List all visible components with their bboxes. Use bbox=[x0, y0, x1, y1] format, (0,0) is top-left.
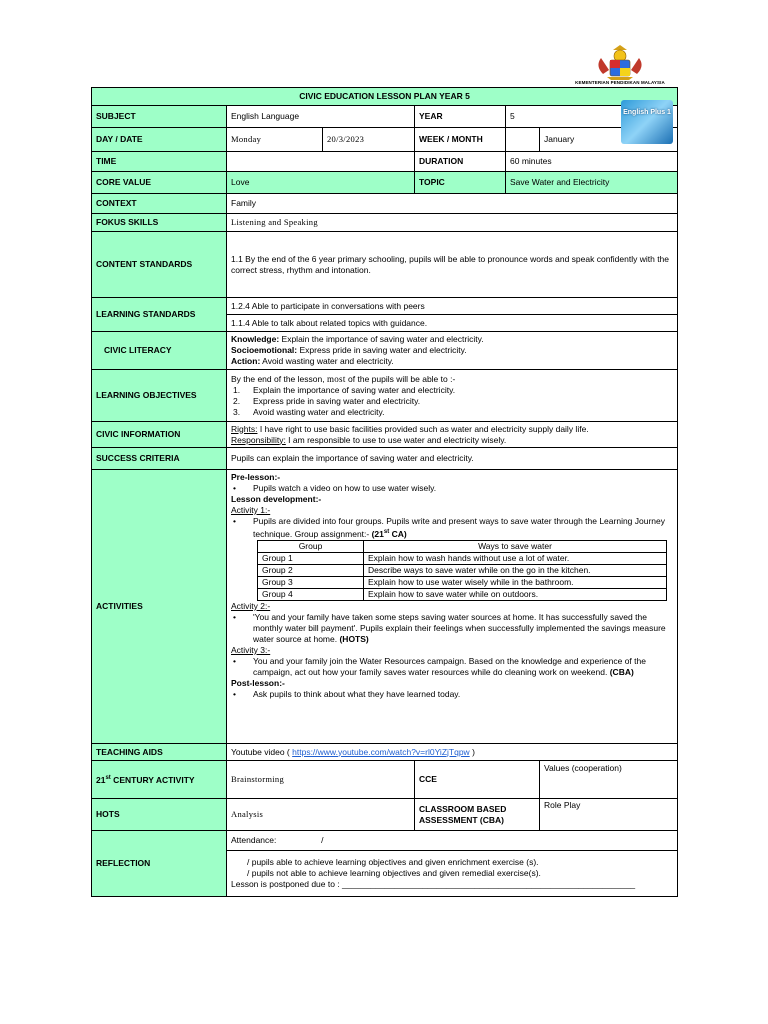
group-ways-table: Group Ways to save water Group 1 Explain how to wash hands without use a lot of water. Group 2 Describe ways to save water while on the go in the kitchen. Group 3 Explain how to use water wisely while in the bathroom. Group 4 Explain how to save water while on outdoors. bbox=[257, 540, 667, 601]
duration-value: 60 minutes bbox=[506, 152, 678, 172]
month-value: January bbox=[544, 134, 575, 144]
learning-objectives-value: By the end of the lesson, most of the pupils will be able to :- 1. Explain the importance of saving water and electricity. 2. Express pride in saving water and electricity. 3. Avoid wasting water and electricity. bbox=[227, 370, 678, 422]
content-standards-label: CONTENT STANDARDS bbox=[92, 232, 227, 298]
table-row: Group 4 Explain how to save water while on outdoors. bbox=[258, 588, 667, 600]
lesson-plan-table bbox=[91, 87, 678, 897]
cce-label: CCE bbox=[415, 761, 540, 799]
teaching-aids-value: Youtube video ( https://www.youtube.com/watch?v=rl0YiZjTqpw ) bbox=[227, 744, 678, 761]
duration-label: DURATION bbox=[415, 152, 506, 172]
teaching-aids-label: TEACHING AIDS bbox=[92, 744, 227, 761]
reflection-value: / pupils able to achieve learning objectives and given enrichment exercise (s). / pupils not able to achieve learning objectives and given remedial exercise(s). Lesson is postponed due to : ______________________________________________________________ bbox=[227, 851, 678, 897]
civic-information-label: CIVIC INFORMATION bbox=[92, 422, 227, 448]
reflection-label: REFLECTION bbox=[92, 831, 227, 897]
attendance-row: Attendance: / bbox=[227, 831, 678, 851]
activities-value: Pre-lesson:- • Pupils watch a video on how to use water wisely. Lesson development:- Activity 1:- • Pupils are divided into four groups. Pupils write and present ways to save water through the Learning Journey technique. Group assignment:- (21st CA) Group Ways to save water Group 1 Explain how to wash hands without use a lot of water. Group 2 Describe ways to save water while on the go in the kitchen. Group 3 Explain how to use water wisely while in the bathroom. Group 4 Explain how to save water while on outdoors. Activity 2:- • 'You and your family have taken some steps saving water sources at home. It has successfully saved the monthly water bill payment'. Pupils explain their feelings when successfully implemented the savings measure water source at home. (HOTS) Activity 3:- • You and your family join the Water Resources campaign. Based on the knowledge and experience of the campaign, act out how your family saves water resources while do cleaning work on weekend. (CBA) Post-lesson:- • Ask pupils to think about what they have learned today. bbox=[227, 470, 678, 744]
core-value-label: CORE VALUE bbox=[92, 172, 227, 194]
topic-value: Save Water and Electricity bbox=[506, 172, 678, 194]
topic-label: TOPIC bbox=[415, 172, 506, 194]
hots-label: HOTS bbox=[92, 799, 227, 831]
time-value bbox=[227, 152, 415, 172]
year-value: 5 bbox=[510, 111, 515, 121]
fokus-skills-label: FOKUS SKILLS bbox=[92, 214, 227, 232]
logo-caption: KEMENTERIAN PENDIDIKAN MALAYSIA bbox=[575, 80, 665, 85]
plan-title: CIVIC EDUCATION LESSON PLAN YEAR 5 bbox=[92, 88, 678, 106]
learning-objectives-label: LEARNING OBJECTIVES bbox=[92, 370, 227, 422]
learning-standard-2: 1.1.4 Able to talk about related topics with guidance. bbox=[227, 315, 678, 332]
cba-label: CLASSROOM BASED ASSESSMENT (CBA) bbox=[415, 799, 540, 831]
subject-value: English Language bbox=[227, 106, 415, 128]
week-month-label: WEEK / MONTH bbox=[415, 128, 506, 152]
context-value: Family bbox=[227, 194, 678, 214]
civic-literacy-value: Knowledge: Explain the importance of saving water and electricity. Socioemotional: Express pride in saving water and electricity. Action: Avoid wasting water and electricity. bbox=[227, 332, 678, 370]
subject-label: SUBJECT bbox=[92, 106, 227, 128]
learning-standard-1: 1.2.4 Able to participate in conversations with peers bbox=[227, 298, 678, 315]
youtube-link[interactable]: https://www.youtube.com/watch?v=rl0YiZjTqpw bbox=[292, 746, 470, 757]
year-label: YEAR bbox=[415, 106, 506, 128]
day-value: Monday bbox=[227, 128, 323, 152]
context-label: CONTEXT bbox=[92, 194, 227, 214]
century-activity-label: 21st CENTURY ACTIVITY bbox=[92, 761, 227, 799]
date-value: 20/3/2023 bbox=[323, 128, 415, 152]
content-standards-value: 1.1 By the end of the 6 year primary schooling, pupils will be able to pronounce words and speak confidently with the correct stress, rhythm and intonation. bbox=[227, 232, 678, 298]
time-label: TIME bbox=[92, 152, 227, 172]
civic-information-value: Rights: I have right to use basic facilities provided such as water and electricity supply daily life. Responsibility: I am responsible to use to use water and electricity wisely. bbox=[227, 422, 678, 448]
cba-value: Role Play bbox=[540, 799, 678, 831]
table-row: Group 2 Describe ways to save water while on the go in the kitchen. bbox=[258, 564, 667, 576]
table-row: Group 1 Explain how to wash hands without use a lot of water. bbox=[258, 552, 667, 564]
core-value-value: Love bbox=[227, 172, 415, 194]
textbook-cover-image: English Plus 1 bbox=[621, 100, 673, 144]
civic-literacy-label: CIVIC LITERACY bbox=[92, 332, 227, 370]
day-date-label: DAY / DATE bbox=[92, 128, 227, 152]
activities-label: ACTIVITIES bbox=[92, 470, 227, 744]
hots-value: Analysis bbox=[227, 799, 415, 831]
century-activity-value: Brainstorming bbox=[227, 761, 415, 799]
fokus-skills-value: Listening and Speaking bbox=[227, 214, 678, 232]
learning-standards-label: LEARNING STANDARDS bbox=[92, 298, 227, 332]
success-criteria-label: SUCCESS CRITERIA bbox=[92, 448, 227, 470]
success-criteria-value: Pupils can explain the importance of saving water and electricity. bbox=[227, 448, 678, 470]
month-cell bbox=[540, 109, 678, 152]
cce-value: Values (cooperation) bbox=[540, 761, 678, 799]
table-row: Group 3 Explain how to use water wisely while in the bathroom. bbox=[258, 576, 667, 588]
